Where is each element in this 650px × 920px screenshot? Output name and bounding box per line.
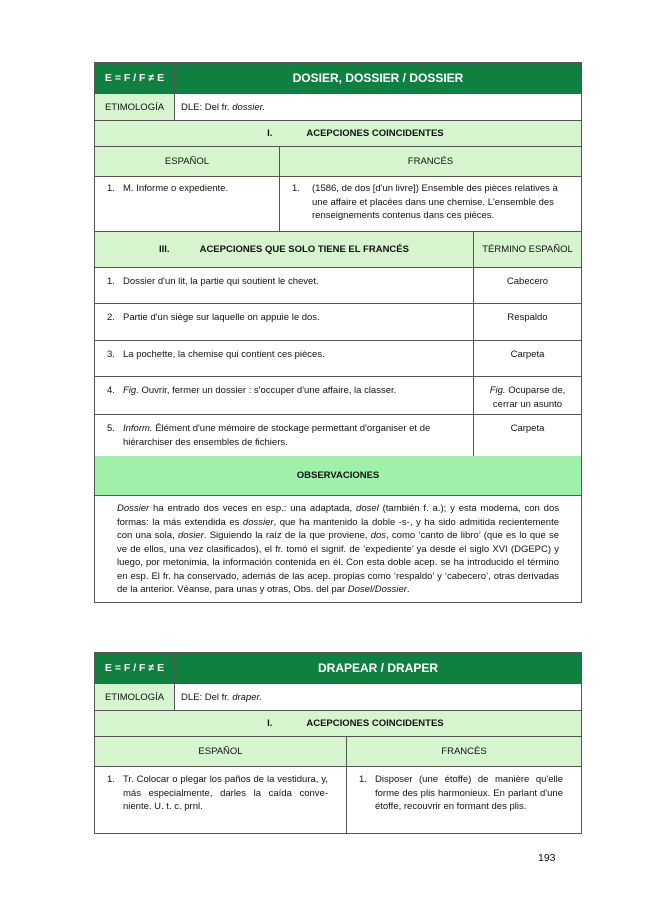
etymology-prefix: DLE: Del fr. bbox=[181, 101, 233, 113]
acepcion-frances bbox=[95, 304, 473, 340]
acepcion-frances bbox=[95, 377, 473, 414]
etymology-word: dossier. bbox=[232, 101, 266, 113]
termino-espanol: Fig. Ocuparse de, cerrar un asunto bbox=[473, 377, 581, 414]
entry-code: E = F / F ≠ E bbox=[95, 63, 174, 93]
section-number: I. bbox=[267, 718, 273, 729]
coincident-meanings-row bbox=[95, 177, 581, 232]
solo-frances-row bbox=[95, 377, 581, 415]
col-espanol: ESPAÑOL bbox=[164, 156, 210, 167]
obs-italic-term: dos bbox=[370, 530, 387, 541]
col-frances: FRANCÉS bbox=[346, 737, 581, 766]
acepcion-abbr: Inform. bbox=[123, 423, 153, 434]
obs-italic-term: Dossier bbox=[117, 503, 150, 514]
termino-espanol: Respaldo bbox=[473, 304, 581, 340]
acepcion-number: 4. bbox=[107, 385, 115, 396]
section-coincidentes-header bbox=[95, 121, 581, 147]
termino-espanol-header: TÉRMINO ESPAÑOL bbox=[473, 232, 581, 267]
etymology-row bbox=[95, 684, 581, 711]
section-title: ACEPCIONES COINCIDENTES bbox=[306, 718, 444, 729]
entry-header bbox=[95, 63, 581, 94]
etymology-label: ETIMOLOGÍA bbox=[95, 684, 174, 710]
termino-espanol: Carpeta bbox=[473, 415, 581, 456]
obs-italic-term: dossier bbox=[242, 516, 274, 528]
entry-table-dosier bbox=[94, 62, 582, 603]
acepcion-number: 2. bbox=[107, 312, 115, 323]
meaning-es: 1. Tr. Colocar o plegar los paños de la vestidura, y, más especialmente, darles la caída conve-niente. U. t. c. prnl. bbox=[107, 774, 328, 812]
acepcion-text: Partie d'un siège sur laquelle on appuie le dos. bbox=[123, 312, 320, 323]
obs-italic-term: Dosel/Dossier bbox=[347, 584, 407, 595]
coincident-meanings-row bbox=[95, 767, 581, 833]
observaciones-header bbox=[95, 456, 581, 496]
acepcion-number: 1. bbox=[107, 276, 115, 287]
acepcion-number: 5. bbox=[107, 423, 115, 434]
etymology-prefix: DLE: Del fr. bbox=[181, 691, 233, 703]
section-title: ACEPCIONES COINCIDENTES bbox=[306, 128, 444, 139]
acepcion-text: Inform. Élément d'une mémoire de stockage permettant d'organiser et de hiérarchiser des ensembles de fichiers. bbox=[123, 423, 431, 448]
observaciones-title: OBSERVACIONES bbox=[296, 470, 380, 481]
acepcion-text: Dossier d'un lit, la partie qui soutient le chevet. bbox=[123, 276, 319, 287]
acepcion-frances bbox=[95, 268, 473, 303]
section-number: III. bbox=[159, 244, 170, 255]
language-columns bbox=[95, 737, 581, 767]
termino-abbr: Fig. bbox=[489, 385, 506, 396]
entry-code: E = F / F ≠ E bbox=[95, 653, 174, 683]
etymology-label: ETIMOLOGÍA bbox=[95, 94, 174, 120]
acepcion-text: La pochette, la chemise qui contient ces pièces. bbox=[123, 349, 325, 360]
solo-frances-row bbox=[95, 268, 581, 304]
language-columns bbox=[95, 147, 581, 177]
entry-table-drapear bbox=[94, 652, 582, 834]
entry-header bbox=[95, 653, 581, 684]
entry-title: DOSIER, DOSSIER / DOSSIER bbox=[174, 63, 581, 93]
page-number: 193 bbox=[538, 852, 556, 864]
acepcion-frances bbox=[95, 341, 473, 376]
acepcion-number: 3. bbox=[107, 349, 115, 360]
solo-frances-row bbox=[95, 415, 581, 456]
solo-frances-row bbox=[95, 341, 581, 377]
acepcion-abbr: Fig. bbox=[123, 385, 139, 396]
acepcion-frances bbox=[95, 415, 473, 456]
observaciones-text: Dossier ha entrado dos veces en esp.: una adaptada, dosel (también f. a.); y esta moderna, con dos formas: la más extendida es dossier, que ha mantenido la doble -s-, y ha sido admitida recientemente con una sola, dosier. Siguiendo la raíz de la que proviene, dos, como ‘canto de libro’ (que es lo que se ve de ellos, una vez clasificados), el fr. tomó el signif. de ‘expediente’ ya desde el siglo XVI (DGEPC) y luego, por metonimia, la información contenida en él. Con esta doble acep. se ha introducido el término en esp. El fr. ha conservado, además de las acep. propias como ‘respaldo’ y ‘cabecero’, otras derivadas de la anterior. Véanse, para unas y otras, Obs. del par Dosel/Dossier. bbox=[117, 503, 560, 595]
section-coincidentes-header bbox=[95, 711, 581, 737]
meaning-fr: 1. (1586, de dos [d'un livre]) Ensemble des pièces relatives à une affaire et placées dans une chemise. L'ensemble des renseignements contenus dans ces pièces. bbox=[279, 177, 581, 231]
termino-espanol: Carpeta bbox=[473, 341, 581, 376]
col-frances: FRANCÉS bbox=[279, 147, 581, 176]
termino-espanol: Cabecero bbox=[473, 268, 581, 303]
obs-italic-term: dosel bbox=[356, 503, 379, 514]
section-solo-frances-header bbox=[95, 232, 581, 268]
etymology-text bbox=[174, 94, 581, 120]
section-title: ACEPCIONES QUE SOLO TIENE EL FRANCÉS bbox=[199, 244, 409, 255]
meaning-es: 1. M. Informe o expediente. bbox=[107, 183, 229, 194]
section-number: I. bbox=[267, 128, 273, 139]
meaning-fr: 1. Disposer (une étoffe) de manière qu'elle forme des plis harmonieux. En parlant d'une étoffe, recouvrir en formant des plis. bbox=[346, 767, 581, 833]
etymology-text bbox=[174, 684, 581, 710]
observaciones-body bbox=[95, 496, 581, 602]
obs-italic-term: dosier bbox=[177, 530, 204, 541]
etymology-row bbox=[95, 94, 581, 121]
etymology-word: draper. bbox=[232, 691, 262, 703]
col-espanol: ESPAÑOL bbox=[198, 746, 243, 757]
solo-frances-list bbox=[95, 268, 581, 456]
acepcion-text: Fig. Ouvrir, fermer un dossier : s'occuper d'une affaire, la classer. bbox=[123, 385, 397, 396]
solo-frances-row bbox=[95, 304, 581, 341]
entry-title: DRAPEAR / DRAPER bbox=[174, 653, 581, 683]
